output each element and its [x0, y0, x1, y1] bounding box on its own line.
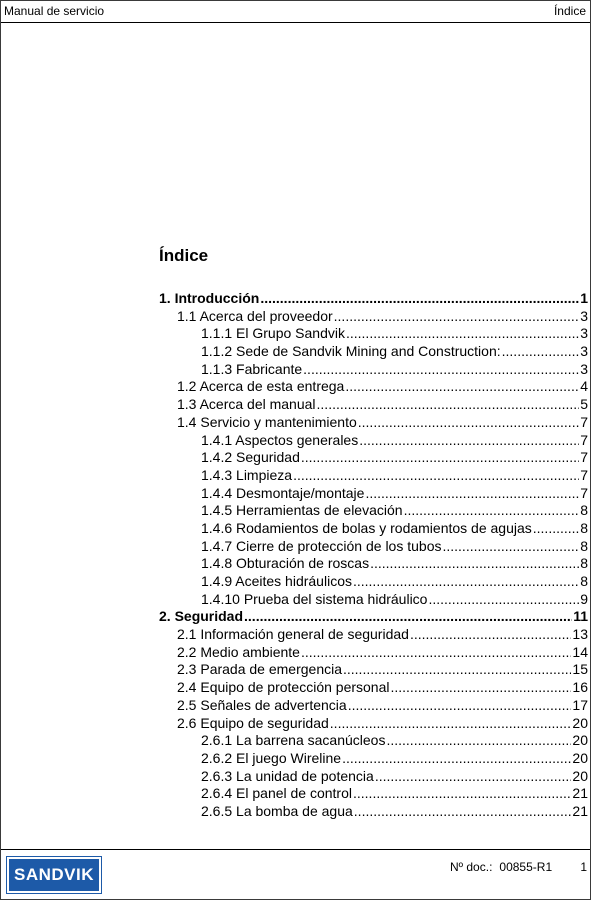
toc-entry-label: 2.1 Información general de seguridad — [177, 626, 409, 643]
toc-dot-leader — [365, 485, 579, 503]
toc-entry-page: 20 — [572, 732, 588, 749]
footer-rule — [1, 849, 590, 850]
toc-entry-label: 1.4.10 Prueba del sistema hidráulico — [201, 590, 428, 607]
toc-entry[interactable] — [159, 308, 588, 326]
toc-entry-label: 1.4.2 Seguridad — [201, 449, 300, 466]
toc-entry-page: 13 — [572, 626, 588, 643]
toc-entry-page: 8 — [580, 519, 588, 536]
toc-entry-page: 8 — [580, 573, 588, 589]
toc-dot-leader — [359, 432, 579, 450]
header-manual-title: Manual de servicio — [4, 4, 105, 18]
toc-entry-label: 1.1.3 Fabricante — [201, 360, 303, 377]
toc-entry[interactable] — [159, 449, 588, 467]
toc-entry-label: 2.3 Parada de emergencia — [177, 661, 342, 678]
toc-dot-leader — [330, 715, 572, 733]
page-title: Índice — [159, 246, 209, 265]
toc-entry[interactable] — [159, 396, 588, 414]
toc-entry-label: 1.4 Servicio y mantenimiento — [177, 413, 357, 430]
toc-entry[interactable] — [159, 573, 588, 591]
toc-entry-label: 1.4.4 Desmontaje/montaje — [201, 484, 365, 501]
toc-entry-page: 21 — [572, 785, 588, 802]
toc-dot-leader — [390, 679, 571, 697]
toc-entry[interactable] — [159, 378, 588, 396]
toc-dot-leader — [404, 502, 580, 520]
toc-dot-leader — [358, 414, 579, 432]
toc-entry-label: 1.1 Acerca del proveedor — [177, 307, 333, 324]
toc-entry-page: 7 — [580, 413, 588, 430]
toc-entry-label: 1.4.6 Rodamientos de bolas y rodamientos de agujas — [201, 519, 532, 536]
toc-entry-page: 7 — [580, 449, 588, 466]
toc-dot-leader — [346, 325, 579, 343]
toc-entry-page: 8 — [580, 502, 588, 519]
toc-entry-label: 1.3 Acerca del manual — [177, 396, 316, 413]
toc-entry[interactable] — [159, 520, 588, 538]
running-header — [1, 1, 590, 21]
toc-dot-leader — [348, 697, 572, 715]
toc-dot-leader — [301, 449, 579, 467]
document-number-label: Nº doc.: — [450, 860, 493, 874]
toc-entry[interactable] — [159, 343, 588, 361]
toc-entry-page: 4 — [580, 378, 588, 395]
header-rule — [1, 22, 590, 23]
toc-dot-leader — [386, 732, 571, 750]
toc-entry[interactable] — [159, 644, 588, 662]
toc-entry-label: 1.4.3 Limpieza — [201, 466, 293, 483]
toc-entry-page: 8 — [580, 555, 588, 572]
toc-entry-label: 1.4.9 Aceites hidráulicos — [201, 573, 352, 589]
toc-entry[interactable] — [159, 325, 588, 343]
document-number — [450, 860, 552, 874]
toc-entry-page: 7 — [580, 484, 588, 501]
toc-entry[interactable] — [159, 432, 588, 450]
document-number-value: 00855-R1 — [499, 860, 553, 874]
toc-entry-page: 11 — [573, 608, 588, 625]
toc-entry-page: 15 — [572, 661, 588, 678]
toc-entry-label: 2.2 Medio ambiente — [177, 643, 300, 660]
toc-dot-leader — [334, 308, 580, 326]
toc-entry-label: 1.1.1 El Grupo Sandvik — [201, 325, 345, 342]
toc-entry[interactable] — [159, 467, 588, 485]
toc-entry-label: 1.4.5 Herramientas de elevación — [201, 502, 403, 519]
toc-entry[interactable] — [159, 768, 588, 786]
toc-entry-page: 3 — [580, 343, 588, 360]
toc-entry[interactable] — [159, 555, 588, 573]
toc-dot-leader — [303, 361, 579, 379]
toc-entry-label: 2.6 Equipo de seguridad — [177, 714, 329, 731]
toc-entry[interactable] — [159, 697, 588, 715]
toc-entry[interactable] — [159, 661, 588, 679]
toc-entry-page: 20 — [572, 767, 588, 784]
toc-dot-leader — [353, 785, 571, 803]
toc-dot-leader — [354, 803, 572, 821]
toc-entry[interactable] — [159, 414, 588, 432]
header-section-title: Índice — [553, 4, 586, 18]
toc-entry[interactable] — [159, 485, 588, 503]
sandvik-logo-text: SANDVIK — [9, 859, 99, 891]
toc-entry-label: 2.5 Señales de advertencia — [177, 696, 347, 713]
toc-entry[interactable] — [159, 538, 588, 556]
toc-entry[interactable] — [159, 626, 588, 644]
toc-entry-page: 3 — [580, 360, 588, 377]
toc-entry-label: 1.4.7 Cierre de protección de los tubos — [201, 537, 442, 554]
toc-entry[interactable] — [159, 785, 588, 803]
toc-entry-page: 9 — [580, 590, 588, 607]
toc-dot-leader — [317, 396, 580, 414]
toc-entry-page: 7 — [580, 431, 588, 448]
toc-entry-page: 21 — [572, 802, 588, 819]
toc-entry-label: 2.6.4 El panel de control — [201, 785, 352, 802]
table-of-contents — [159, 290, 588, 821]
toc-dot-leader — [502, 343, 580, 361]
toc-dot-leader — [353, 573, 579, 591]
toc-entry-page: 14 — [572, 643, 588, 660]
toc-entry-page: 20 — [572, 714, 588, 731]
toc-entry-label: 1.4.1 Aspectos generales — [201, 431, 359, 448]
toc-entry-label: 1. Introducción — [159, 290, 260, 306]
toc-entry[interactable] — [159, 361, 588, 379]
toc-dot-leader — [343, 661, 571, 679]
toc-entry-page: 5 — [580, 396, 588, 413]
toc-entry-page: 17 — [572, 696, 588, 713]
toc-dot-leader — [428, 591, 579, 609]
toc-dot-leader — [301, 644, 571, 662]
toc-entry[interactable] — [159, 290, 588, 308]
toc-entry-label: 2.6.3 La unidad de potencia — [201, 767, 374, 784]
toc-entry-label: 1.1.2 Sede de Sandvik Mining and Construction: — [201, 343, 501, 360]
toc-entry-label: 1.4.8 Obturación de roscas — [201, 555, 370, 572]
toc-entry-page: 3 — [580, 307, 588, 324]
toc-dot-leader — [533, 520, 579, 538]
toc-dot-leader — [345, 378, 579, 396]
toc-entry-page: 20 — [572, 749, 588, 766]
toc-entry-label: 2.6.1 La barrena sacanúcleos — [201, 732, 386, 749]
toc-entry[interactable] — [159, 803, 588, 821]
toc-entry[interactable] — [159, 715, 588, 733]
toc-dot-leader — [375, 768, 572, 786]
toc-entry-label: 2. Seguridad — [159, 608, 244, 625]
toc-entry[interactable] — [159, 750, 588, 768]
toc-entry-page: 7 — [580, 466, 588, 483]
toc-entry[interactable] — [159, 591, 588, 609]
toc-dot-leader — [260, 290, 579, 308]
toc-entry-page: 16 — [572, 679, 588, 696]
toc-entry[interactable] — [159, 732, 588, 750]
toc-entry-label: 2.4 Equipo de protección personal — [177, 679, 390, 696]
toc-dot-leader — [442, 538, 579, 556]
toc-entry-page: 8 — [580, 537, 588, 554]
toc-entry-page: 3 — [580, 325, 588, 342]
toc-dot-leader — [370, 555, 579, 573]
toc-entry-label: 2.6.2 El juego Wireline — [201, 749, 342, 766]
toc-dot-leader — [293, 467, 579, 485]
toc-entry-label: 2.6.5 La bomba de agua — [201, 802, 353, 819]
page-number: 1 — [580, 860, 587, 874]
toc-dot-leader — [410, 626, 571, 644]
toc-entry-label: 1.2 Acerca de esta entrega — [177, 378, 345, 395]
toc-entry[interactable] — [159, 502, 588, 520]
toc-entry[interactable] — [159, 608, 588, 626]
toc-dot-leader — [342, 750, 571, 768]
toc-entry-page: 1 — [580, 290, 588, 306]
toc-entry[interactable] — [159, 679, 588, 697]
toc-dot-leader — [244, 608, 572, 626]
sandvik-logo — [6, 856, 102, 894]
